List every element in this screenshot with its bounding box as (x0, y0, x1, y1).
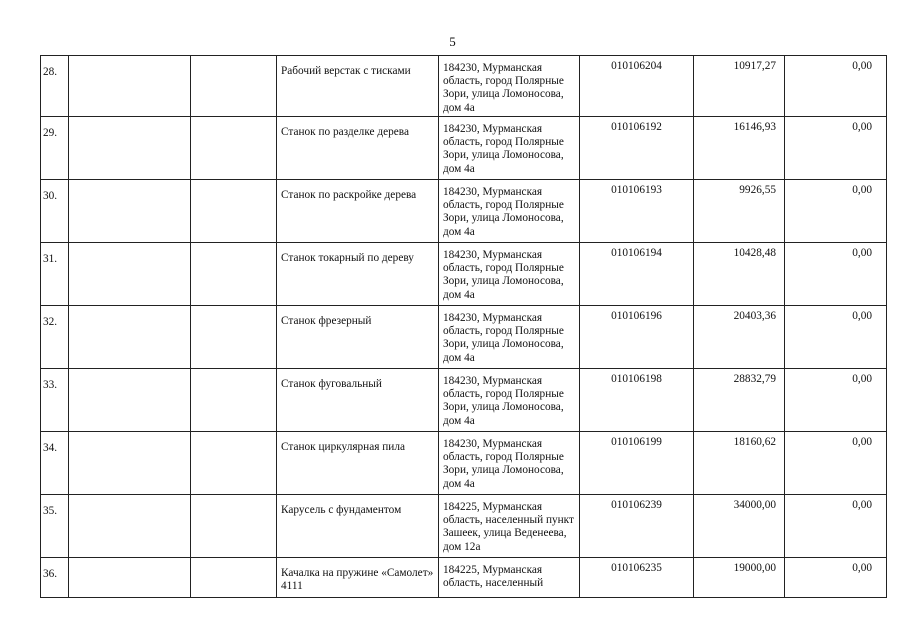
address-cell: 184230, Мурманская область, город Полярные Зори, улица Ломоносова, дом 4а (439, 306, 580, 369)
empty-cell (69, 558, 191, 598)
table-row (41, 56, 887, 117)
row-number-cell: 31. (41, 243, 69, 306)
row-number-cell: 35. (41, 495, 69, 558)
address-cell: 184225, Мурманская область, населенный (439, 558, 580, 598)
inventory-code-cell: 010106198 (580, 369, 694, 432)
cost-cell: 9926,55 (694, 180, 785, 243)
table-row (41, 495, 887, 558)
item-name-cell: Станок токарный по дереву (277, 243, 439, 306)
empty-cell (69, 432, 191, 495)
inventory-code-cell: 010106239 (580, 495, 694, 558)
address-cell: 184230, Мурманская область, город Полярные Зори, улица Ломоносова, дом 4а (439, 180, 580, 243)
cost-cell: 34000,00 (694, 495, 785, 558)
cost-cell: 20403,36 (694, 306, 785, 369)
empty-cell (69, 243, 191, 306)
address-cell: 184230, Мурманская область, город Полярные Зори, улица Ломоносова, дом 4а (439, 432, 580, 495)
item-name-cell: Карусель с фундаментом (277, 495, 439, 558)
inventory-code-cell: 010106192 (580, 117, 694, 180)
page-number: 5 (449, 34, 456, 49)
item-name-cell: Станок по разделке дерева (277, 117, 439, 180)
inventory-code-cell: 010106196 (580, 306, 694, 369)
residual-value-cell: 0,00 (785, 243, 887, 306)
empty-cell (191, 306, 277, 369)
address-cell: 184230, Мурманская область, город Полярные Зори, улица Ломоносова, дом 4а (439, 117, 580, 180)
table-row (41, 558, 887, 598)
empty-cell (69, 56, 191, 117)
item-name-cell: Качалка на пружине «Самолет» 4111 (277, 558, 439, 598)
row-number-cell: 36. (41, 558, 69, 598)
empty-cell (69, 117, 191, 180)
address-cell: 184230, Мурманская область, город Полярные Зори, улица Ломоносова, дом 4а (439, 56, 580, 117)
item-name-cell: Станок циркулярная пила (277, 432, 439, 495)
cost-cell: 10917,27 (694, 56, 785, 117)
address-cell: 184230, Мурманская область, город Полярные Зори, улица Ломоносова, дом 4а (439, 243, 580, 306)
residual-value-cell: 0,00 (785, 117, 887, 180)
cost-cell: 28832,79 (694, 369, 785, 432)
cost-cell: 19000,00 (694, 558, 785, 598)
residual-value-cell: 0,00 (785, 495, 887, 558)
inventory-code-cell: 010106204 (580, 56, 694, 117)
row-number-cell: 32. (41, 306, 69, 369)
residual-value-cell: 0,00 (785, 306, 887, 369)
table-row (41, 432, 887, 495)
row-number-cell: 33. (41, 369, 69, 432)
inventory-code-cell: 010106235 (580, 558, 694, 598)
empty-cell (69, 180, 191, 243)
property-table (40, 55, 887, 598)
table-body (41, 56, 887, 598)
empty-cell (191, 180, 277, 243)
address-cell: 184225, Мурманская область, населенный пункт Зашеек, улица Веденеева, дом 12а (439, 495, 580, 558)
empty-cell (191, 56, 277, 117)
row-number-cell: 28. (41, 56, 69, 117)
empty-cell (69, 306, 191, 369)
inventory-code-cell: 010106194 (580, 243, 694, 306)
empty-cell (191, 495, 277, 558)
cost-cell: 16146,93 (694, 117, 785, 180)
residual-value-cell: 0,00 (785, 432, 887, 495)
item-name-cell: Рабочий верстак с тисками (277, 56, 439, 117)
cost-cell: 18160,62 (694, 432, 785, 495)
residual-value-cell: 0,00 (785, 180, 887, 243)
table-row (41, 117, 887, 180)
inventory-code-cell: 010106193 (580, 180, 694, 243)
row-number-cell: 30. (41, 180, 69, 243)
address-cell: 184230, Мурманская область, город Полярные Зори, улица Ломоносова, дом 4а (439, 369, 580, 432)
empty-cell (191, 558, 277, 598)
residual-value-cell: 0,00 (785, 558, 887, 598)
item-name-cell: Станок по раскройке дерева (277, 180, 439, 243)
table-row (41, 243, 887, 306)
cost-cell: 10428,48 (694, 243, 785, 306)
table-row (41, 306, 887, 369)
empty-cell (69, 495, 191, 558)
table-row (41, 180, 887, 243)
empty-cell (191, 117, 277, 180)
item-name-cell: Станок фрезерный (277, 306, 439, 369)
residual-value-cell: 0,00 (785, 369, 887, 432)
residual-value-cell: 0,00 (785, 56, 887, 117)
empty-cell (191, 432, 277, 495)
row-number-cell: 29. (41, 117, 69, 180)
row-number-cell: 34. (41, 432, 69, 495)
table-row (41, 369, 887, 432)
item-name-cell: Станок фуговальный (277, 369, 439, 432)
empty-cell (191, 369, 277, 432)
empty-cell (69, 369, 191, 432)
empty-cell (191, 243, 277, 306)
inventory-code-cell: 010106199 (580, 432, 694, 495)
